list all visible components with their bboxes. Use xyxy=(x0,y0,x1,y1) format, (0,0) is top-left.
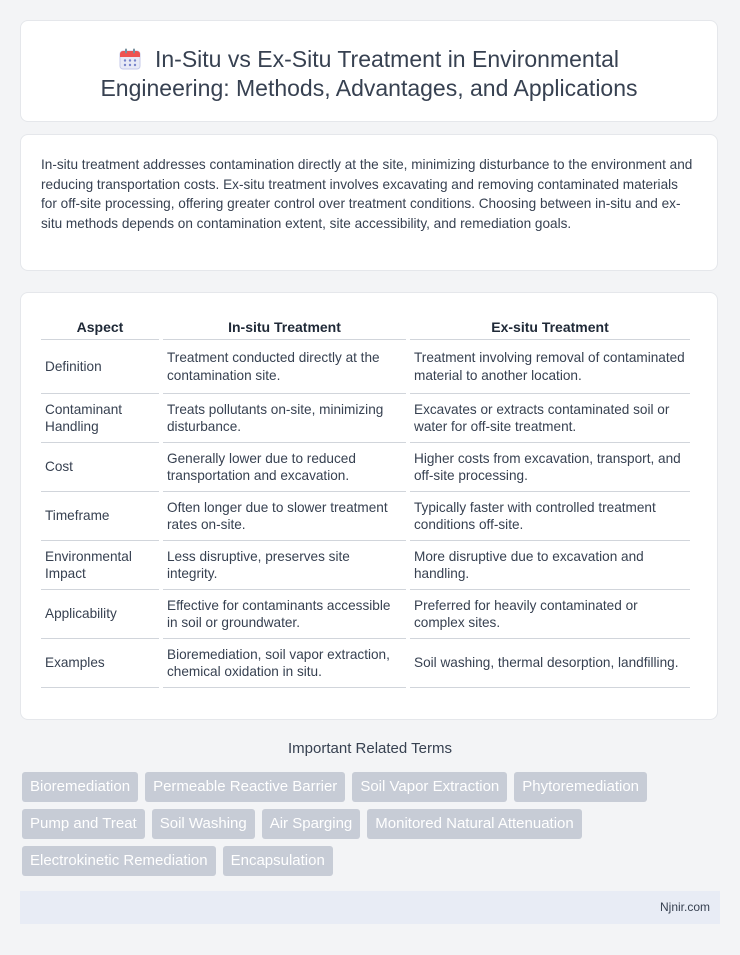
comparison-table-card xyxy=(20,292,718,720)
column-header-in-situ: In-situ Treatment xyxy=(163,315,406,340)
related-terms-title: Important Related Terms xyxy=(288,740,452,757)
related-term-tag[interactable]: Pump and Treat xyxy=(22,809,145,839)
intro-text: In-situ treatment addresses contamination directly at the site, minimizing disturbance to the environment and reducing transportation costs. Ex-situ treatment involves excavating and removing contaminated materials for off-site processing, offering greater control over treatment conditions. Choosing between in-situ and ex-situ methods depends on contamination extent, site accessibility, and remediation goals. xyxy=(41,157,693,231)
related-term-tag[interactable]: Soil Vapor Extraction xyxy=(352,772,507,802)
table-cell-aspect: Cost xyxy=(41,443,159,492)
intro-card xyxy=(20,134,718,271)
table-cell-aspect: Contaminant Handling xyxy=(41,394,159,443)
table-cell-in-situ: Often longer due to slower treatment rates on-site. xyxy=(163,492,406,541)
table-cell-in-situ: Less disruptive, preserves site integrity. xyxy=(163,541,406,590)
table-cell-ex-situ: Treatment involving removal of contaminated material to another location. xyxy=(410,340,690,394)
column-header-ex-situ: Ex-situ Treatment xyxy=(410,315,690,340)
related-term-tag[interactable]: Monitored Natural Attenuation xyxy=(367,809,581,839)
page-title-text: In-Situ vs Ex-Situ Treatment in Environmental Engineering: Methods, Advantages, and Applications xyxy=(100,46,638,101)
page-title xyxy=(21,45,717,103)
table-cell-aspect: Applicability xyxy=(41,590,159,639)
related-term-tag[interactable]: Soil Washing xyxy=(152,809,255,839)
table-header-row xyxy=(41,315,690,340)
related-term-tag[interactable]: Phytoremediation xyxy=(514,772,647,802)
calendar-icon xyxy=(119,48,141,70)
related-term-tag[interactable]: Permeable Reactive Barrier xyxy=(145,772,345,802)
related-terms-list xyxy=(22,772,722,876)
related-term-tag[interactable]: Encapsulation xyxy=(223,846,333,876)
table-cell-in-situ: Treatment conducted directly at the contamination site. xyxy=(163,340,406,394)
table-cell-ex-situ: Higher costs from excavation, transport, and off-site processing. xyxy=(410,443,690,492)
table-cell-in-situ: Bioremediation, soil vapor extraction, chemical oxidation in situ. xyxy=(163,639,406,688)
footer-site-link[interactable]: Njnir.com xyxy=(659,900,710,914)
table-cell-aspect: Timeframe xyxy=(41,492,159,541)
column-header-aspect: Aspect xyxy=(41,315,159,340)
related-term-tag[interactable]: Electrokinetic Remediation xyxy=(22,846,216,876)
table-row xyxy=(41,394,690,443)
table-row xyxy=(41,639,690,688)
table-row xyxy=(41,443,690,492)
table-row xyxy=(41,541,690,590)
table-cell-in-situ: Treats pollutants on-site, minimizing disturbance. xyxy=(163,394,406,443)
table-cell-ex-situ: More disruptive due to excavation and handling. xyxy=(410,541,690,590)
table-row xyxy=(41,492,690,541)
table-row xyxy=(41,340,690,394)
table-cell-aspect: Examples xyxy=(41,639,159,688)
footer xyxy=(20,891,720,924)
table-cell-aspect: Environmental Impact xyxy=(41,541,159,590)
table-cell-ex-situ: Soil washing, thermal desorption, landfilling. xyxy=(410,639,690,688)
table-cell-ex-situ: Typically faster with controlled treatment conditions off-site. xyxy=(410,492,690,541)
table-cell-ex-situ: Preferred for heavily contaminated or complex sites. xyxy=(410,590,690,639)
related-term-tag[interactable]: Bioremediation xyxy=(22,772,138,802)
table-row xyxy=(41,590,690,639)
table-cell-aspect: Definition xyxy=(41,340,159,394)
table-cell-in-situ: Generally lower due to reduced transportation and excavation. xyxy=(163,443,406,492)
comparison-table xyxy=(37,315,694,688)
table-cell-in-situ: Effective for contaminants accessible in soil or groundwater. xyxy=(163,590,406,639)
related-term-tag[interactable]: Air Sparging xyxy=(262,809,361,839)
table-cell-ex-situ: Excavates or extracts contaminated soil or water for off-site treatment. xyxy=(410,394,690,443)
title-card xyxy=(20,20,718,122)
